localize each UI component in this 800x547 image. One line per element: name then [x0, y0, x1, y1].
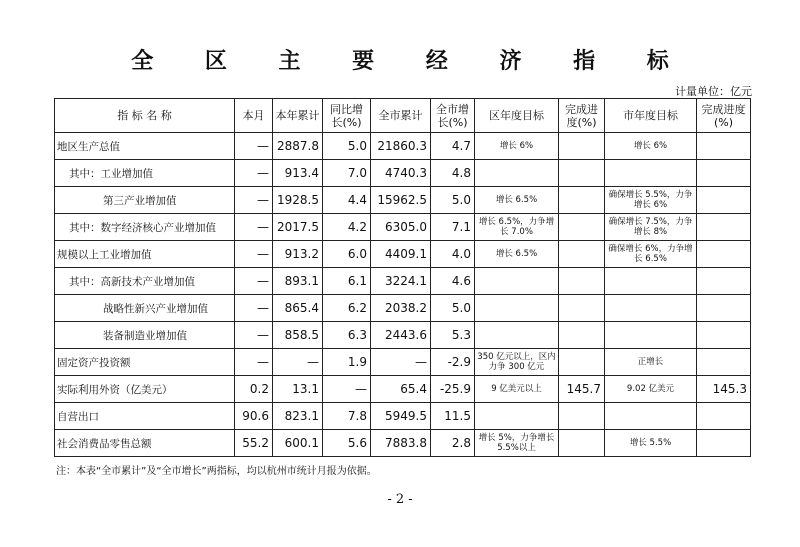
table-cell — [697, 403, 751, 430]
table-cell: 增长 6% — [475, 133, 559, 160]
table-cell: — — [235, 349, 273, 376]
table-cell — [475, 295, 559, 322]
table-cell: 1928.5 — [273, 187, 323, 214]
column-header: 同比增长(%) — [323, 99, 371, 133]
table-cell: 4409.1 — [371, 241, 431, 268]
table-cell: — — [235, 214, 273, 241]
table-cell: — — [323, 376, 371, 403]
table-cell: 7.1 — [431, 214, 475, 241]
table-header-row — [55, 99, 751, 133]
table-cell: 2443.6 — [371, 322, 431, 349]
table-cell — [559, 430, 605, 457]
table-cell: 增长 6% — [605, 133, 697, 160]
table-row — [55, 295, 751, 322]
table-cell: 15962.5 — [371, 187, 431, 214]
table-cell: 5.0 — [431, 187, 475, 214]
table-cell — [559, 187, 605, 214]
table-cell — [559, 349, 605, 376]
table-cell — [605, 295, 697, 322]
table-cell: 1.9 — [323, 349, 371, 376]
table-cell: 5.0 — [323, 133, 371, 160]
indicator-name: 其中：高新技术产业增加值 — [55, 268, 235, 295]
footnote: 注：本表“全市累计”及“全市增长”两指标，均以杭州市统计月报为依据。 — [56, 466, 377, 477]
indicator-name: 装备制造业增加值 — [55, 322, 235, 349]
table-cell: 确保增长 6%，力争增长 6.5% — [605, 241, 697, 268]
table-cell: 正增长 — [605, 349, 697, 376]
table-cell: 4.6 — [431, 268, 475, 295]
table-cell — [559, 403, 605, 430]
table-cell: — — [235, 187, 273, 214]
table-cell — [475, 403, 559, 430]
table-cell: 确保增长 7.5%，力争增长 8% — [605, 214, 697, 241]
table-cell: -2.9 — [431, 349, 475, 376]
table-cell: 11.5 — [431, 403, 475, 430]
table-cell: 7.0 — [323, 160, 371, 187]
table-cell — [475, 322, 559, 349]
indicator-name: 固定资产投资额 — [55, 349, 235, 376]
table-cell: — — [235, 295, 273, 322]
table-cell: 6305.0 — [371, 214, 431, 241]
table-cell: 增长 5.5% — [605, 430, 697, 457]
indicator-name: 地区生产总值 — [55, 133, 235, 160]
table-cell: 65.4 — [371, 376, 431, 403]
table-cell: 21860.3 — [371, 133, 431, 160]
table-cell: 7883.8 — [371, 430, 431, 457]
table-cell: 823.1 — [273, 403, 323, 430]
table-cell: 6.2 — [323, 295, 371, 322]
indicator-name: 其中：工业增加值 — [55, 160, 235, 187]
indicator-table — [54, 98, 751, 457]
table-row — [55, 349, 751, 376]
table-cell — [697, 133, 751, 160]
table-row — [55, 241, 751, 268]
table-cell: 增长 5%，力争增长 5.5%以上 — [475, 430, 559, 457]
table-cell: 600.1 — [273, 430, 323, 457]
table-row — [55, 160, 751, 187]
table-cell: 913.4 — [273, 160, 323, 187]
column-header: 指 标 名 称 — [55, 99, 235, 133]
table-cell: 2.8 — [431, 430, 475, 457]
column-header: 本年累计 — [273, 99, 323, 133]
column-header: 区年度目标 — [475, 99, 559, 133]
table-cell: 6.0 — [323, 241, 371, 268]
table-cell — [559, 268, 605, 295]
table-cell: — — [235, 160, 273, 187]
table-cell: — — [235, 133, 273, 160]
table-cell — [475, 268, 559, 295]
table-cell: 增长 6.5% — [475, 187, 559, 214]
table-cell: — — [273, 349, 323, 376]
table-cell — [697, 187, 751, 214]
table-cell: 5.6 — [323, 430, 371, 457]
table-row — [55, 187, 751, 214]
column-header: 本月 — [235, 99, 273, 133]
table-cell — [605, 268, 697, 295]
table-cell — [475, 160, 559, 187]
indicator-name: 自营出口 — [55, 403, 235, 430]
table-row — [55, 268, 751, 295]
table-cell: 2038.2 — [371, 295, 431, 322]
table-cell — [697, 214, 751, 241]
table-cell: 865.4 — [273, 295, 323, 322]
unit-label: 计量单位：亿元 — [675, 85, 752, 98]
table-cell — [697, 160, 751, 187]
table-cell — [559, 295, 605, 322]
column-header: 完成进度(%) — [559, 99, 605, 133]
table-cell: 0.2 — [235, 376, 273, 403]
column-header: 全市累计 — [371, 99, 431, 133]
table-cell: 增长 6.5% — [475, 241, 559, 268]
table-cell: 增长 6.5%，力争增长 7.0% — [475, 214, 559, 241]
table-cell: -25.9 — [431, 376, 475, 403]
column-header: 完成进度(%) — [697, 99, 751, 133]
indicator-name: 第三产业增加值 — [55, 187, 235, 214]
table-row — [55, 376, 751, 403]
page-number: - 2 - — [387, 492, 413, 507]
table-cell: — — [235, 241, 273, 268]
table-cell: 4.4 — [323, 187, 371, 214]
table-cell: 13.1 — [273, 376, 323, 403]
table-row — [55, 214, 751, 241]
table-cell: 350 亿元以上，区内力争 300 亿元 — [475, 349, 559, 376]
table-cell — [559, 160, 605, 187]
table-cell: 913.2 — [273, 241, 323, 268]
table-cell: 55.2 — [235, 430, 273, 457]
table-cell: 2887.8 — [273, 133, 323, 160]
table-cell: 9 亿美元以上 — [475, 376, 559, 403]
table-cell — [697, 241, 751, 268]
table-cell — [559, 322, 605, 349]
table-cell: 2017.5 — [273, 214, 323, 241]
table-cell — [697, 349, 751, 376]
table-cell: — — [235, 268, 273, 295]
table-row — [55, 133, 751, 160]
table-row — [55, 322, 751, 349]
table-cell: 6.1 — [323, 268, 371, 295]
table-cell — [559, 214, 605, 241]
table-cell — [605, 403, 697, 430]
page-title: 全 区 主 要 经 济 指 标 — [131, 49, 691, 74]
table-cell — [605, 160, 697, 187]
table-cell — [697, 430, 751, 457]
table-cell: — — [371, 349, 431, 376]
table-cell — [697, 295, 751, 322]
table-cell — [559, 133, 605, 160]
table-cell: 3224.1 — [371, 268, 431, 295]
indicator-name: 战略性新兴产业增加值 — [55, 295, 235, 322]
indicator-name: 规模以上工业增加值 — [55, 241, 235, 268]
table-cell: 5.0 — [431, 295, 475, 322]
table-cell: 确保增长 5.5%，力争增长 6% — [605, 187, 697, 214]
indicator-name: 其中：数字经济核心产业增加值 — [55, 214, 235, 241]
table-cell: 4.7 — [431, 133, 475, 160]
table-cell: 7.8 — [323, 403, 371, 430]
indicator-name: 社会消费品零售总额 — [55, 430, 235, 457]
indicator-name: 实际利用外资（亿美元） — [55, 376, 235, 403]
table-cell — [697, 322, 751, 349]
table-cell: — — [235, 322, 273, 349]
table-body — [55, 133, 751, 457]
column-header: 全市增长(%) — [431, 99, 475, 133]
table-cell: 145.3 — [697, 376, 751, 403]
table-cell: 4740.3 — [371, 160, 431, 187]
table-cell: 90.6 — [235, 403, 273, 430]
table-cell: 9.02 亿美元 — [605, 376, 697, 403]
table-cell: 4.8 — [431, 160, 475, 187]
table-row — [55, 403, 751, 430]
table-cell: 858.5 — [273, 322, 323, 349]
table-cell — [559, 241, 605, 268]
table-cell — [605, 322, 697, 349]
table-cell: 893.1 — [273, 268, 323, 295]
table-cell: 5949.5 — [371, 403, 431, 430]
column-header: 市年度目标 — [605, 99, 697, 133]
table-cell: 6.3 — [323, 322, 371, 349]
table-cell: 145.7 — [559, 376, 605, 403]
table-cell: 4.0 — [431, 241, 475, 268]
table-row — [55, 430, 751, 457]
table-cell — [697, 268, 751, 295]
table-cell: 4.2 — [323, 214, 371, 241]
table-cell: 5.3 — [431, 322, 475, 349]
